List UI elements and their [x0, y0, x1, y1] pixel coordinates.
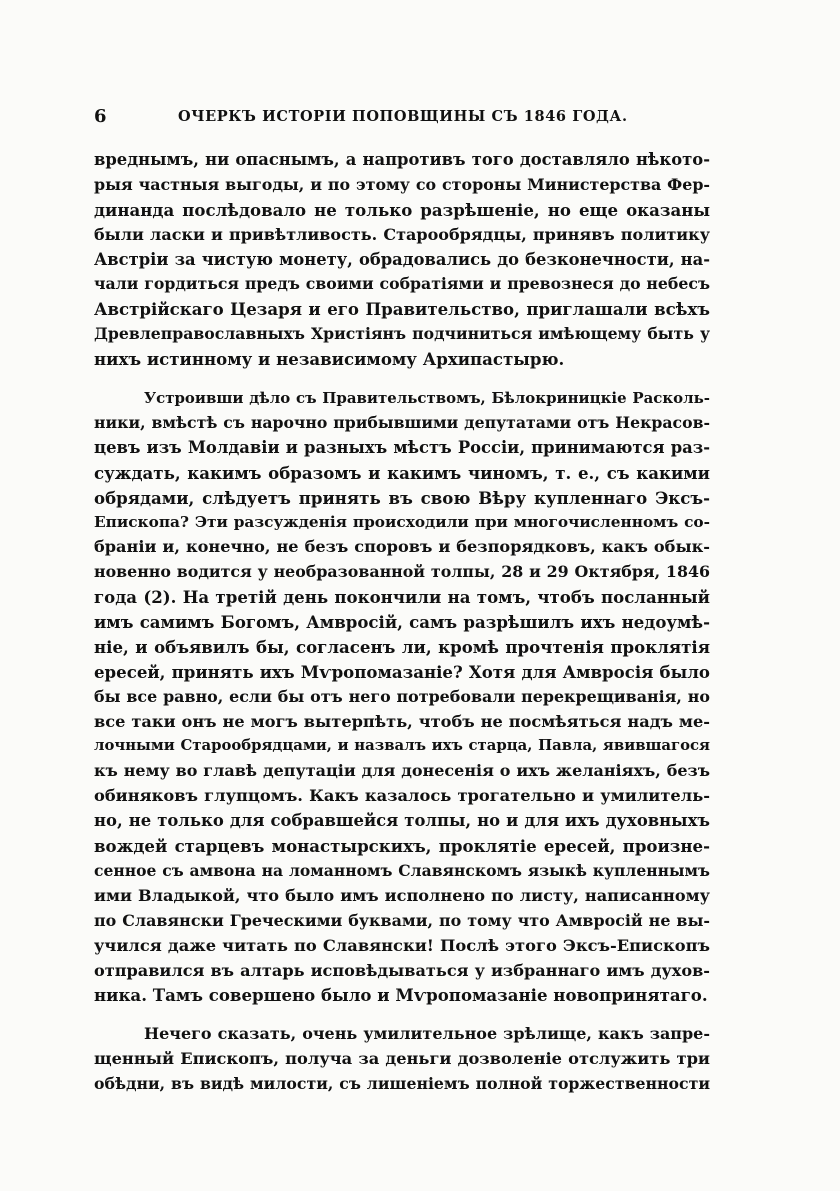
- text-line: обрядами, слѣдуетъ принять въ свою Вѣру купленнаго Эксъ-: [94, 487, 710, 508]
- text-line: ника. Тамъ совершено было и Мѵропомазаніе новопринятаго.: [94, 985, 708, 1006]
- paragraph-2: [94, 386, 710, 1008]
- text-line: щенный Епископъ, получа за деньги дозволеніе отслужить три: [94, 1049, 710, 1069]
- text-line: вождей старцевъ монастырскихъ, проклятіе ересей, произне-: [94, 836, 710, 857]
- text-line: но, не только для собравшейся толпы, но и для ихъ духовныхъ: [94, 811, 710, 831]
- text-line: новенно водится у необразованной толпы, 28 и 29 Октября, 1846: [94, 562, 710, 582]
- text-line: сенное съ амвона на ломанномъ Славянскомъ языкѣ купленнымъ: [94, 860, 710, 880]
- text-line: Устроивши дѣло съ Правительствомъ, Бѣлокриницкіе Расколь-: [144, 389, 710, 408]
- text-line: ники, вмѣстѣ съ нарочно прибывшими депутатами отъ Некрасов-: [94, 412, 710, 432]
- text-line: Нечего сказать, очень умилительное зрѣлище, какъ запре-: [144, 1024, 710, 1044]
- text-line: года (2). На третій день покончили на томъ, чтобъ посланный: [94, 587, 710, 608]
- text-line: динанда послѣдовало не только разрѣшеніе, но еще оказаны: [94, 199, 710, 220]
- paragraph-3: [94, 1022, 710, 1097]
- text-line: ими Владыкой, что было имъ исполнено по листу, написанному: [94, 885, 710, 905]
- text-line: ніе, и объявилъ бы, согласенъ ли, кромѣ прочтенія проклятія: [94, 636, 710, 657]
- body-text: [94, 148, 710, 1097]
- text-line: Австрійскаго Цезаря и его Правительство, приглашали всѣхъ: [94, 299, 710, 320]
- text-line: вреднымъ, ни опаснымъ, а напротивъ того доставляло нѣкото-: [94, 150, 710, 169]
- text-line: суждать, какимъ образомъ и какимъ чиномъ, т. е., съ какими: [94, 462, 710, 483]
- running-title: ОЧЕРКЪ ИСТОРІИ ПОПОВЩИНЫ СЪ 1846 ГОДА.: [178, 108, 628, 125]
- text-line: Епископа? Эти разсужденія происходили при многочисленномъ со-: [94, 513, 710, 532]
- text-line: Австріи за чистую монету, обрадовались до безконечности, на-: [94, 249, 710, 269]
- text-line: ересей, принять ихъ Мѵропомазаніе? Хотя для Амвросія было: [94, 661, 710, 682]
- text-line: учился даже читать по Славянски! Послѣ этого Эксъ-Епископъ: [94, 935, 710, 955]
- page-number: 6: [94, 106, 107, 127]
- text-line: все таки онъ не могъ вытерпѣть, чтобъ не посмѣяться надъ ме-: [94, 711, 710, 731]
- text-line: имъ самимъ Богомъ, Амвросій, самъ разрѣшилъ ихъ недоумѣ-: [94, 612, 710, 633]
- text-line: по Славянски Греческими буквами, по тому что Амвросій не вы-: [94, 910, 710, 930]
- text-line: отправился въ алтарь исповѣдываться у избраннаго имъ духов-: [94, 960, 710, 980]
- text-line: чали гордиться предъ своими собратіями и превознеся до небесъ: [94, 274, 710, 294]
- text-line: къ нему во главѣ депутаціи для донесенія о ихъ желаніяхъ, безъ: [94, 761, 710, 781]
- paragraph-1: [94, 148, 710, 372]
- text-line: цевъ изъ Молдавіи и разныхъ мѣстъ Россіи, принимаются раз-: [94, 437, 710, 457]
- text-line: Древлеправославныхъ Христіянъ подчиниться имѣющему быть у: [94, 324, 710, 344]
- text-line: браніи и, конечно, не безъ споровъ и безпорядковъ, какъ обык-: [94, 537, 710, 557]
- text-line: были ласки и привѣтливость. Старообрядцы, принявъ политику: [94, 224, 710, 244]
- text-line: обиняковъ глупцомъ. Какъ казалось трогательно и умилитель-: [94, 786, 710, 806]
- text-line: обѣдни, въ видѣ милости, съ лишеніемъ полной торжественности: [94, 1074, 710, 1094]
- page-header: [94, 106, 724, 128]
- text-line: лочными Старообрядцами, и назвалъ ихъ старца, Павла, явившагося: [94, 737, 710, 755]
- text-line: рыя частныя выгоды, и по этому со стороны Министерства Фер-: [94, 174, 710, 194]
- text-line: нихъ истинному и независимому Архипастырю.: [94, 349, 565, 370]
- text-line: бы все равно, если бы отъ него потребовали перекрещиванія, но: [94, 686, 710, 706]
